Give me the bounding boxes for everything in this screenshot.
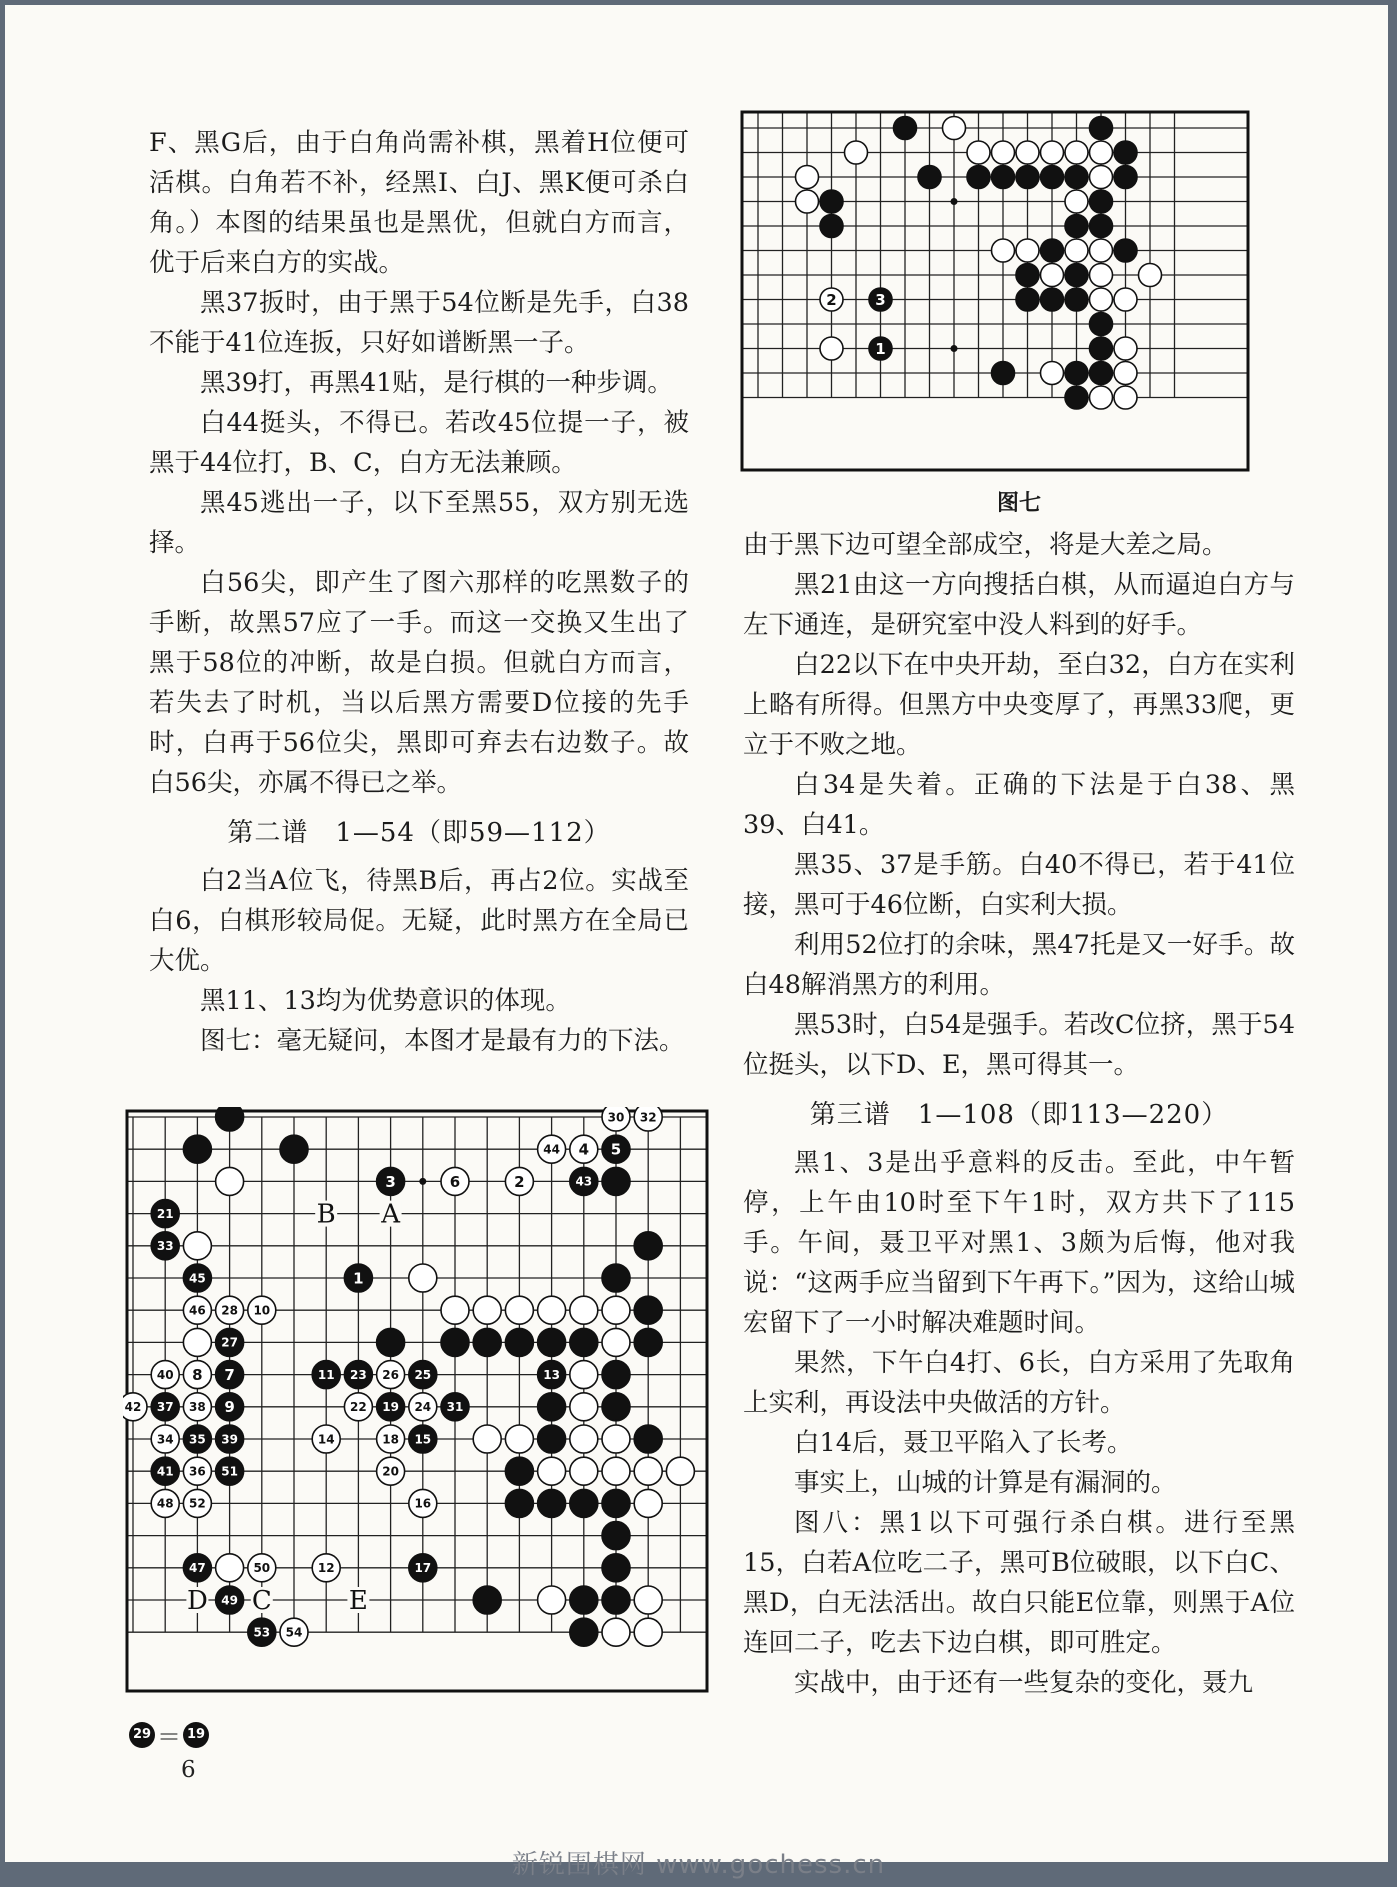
black-stone [602,1522,630,1550]
move-number: 51 [221,1464,238,1479]
black-stone [820,190,843,213]
black-stone [1041,288,1064,311]
move-number: 50 [253,1561,271,1576]
move-number: 4 [578,1140,590,1159]
white-stone [183,1328,211,1356]
white-stone [943,117,966,140]
move-number: 42 [124,1400,142,1415]
move-number: 38 [189,1400,206,1415]
paragraph: 实战中，由于还有一些复杂的变化，聂九 [794,1668,1254,1698]
move-number: 37 [156,1400,174,1415]
white-stone [216,1167,244,1195]
move-number: 9 [224,1398,235,1417]
paragraph: 图八：黑1以下可强行杀白棋。进行至黑15，白若A位吃二子，黑可B位破眼，以下白C、黑D，白无法活出。故白只能E位靠，则黑于A位连回二子，吃去下边白棋，即可胜定。 [743,1508,1295,1658]
left-text-column [149,123,689,1061]
white-stone [602,1425,630,1453]
right-text-column [743,525,1295,1703]
move-number: 6 [449,1172,461,1191]
move-number: 44 [543,1142,560,1157]
paragraph: 黑45逃出一子，以下至黑55，双方别无选择。 [149,488,689,558]
paragraph: 利用52位打的余味，黑47托是又一好手。故白48解消黑方的利用。 [743,930,1295,1000]
move-number: 33 [156,1239,174,1254]
game-record-board [123,1107,713,1695]
black-stone [570,1586,598,1614]
white-stone [538,1296,566,1324]
black-stone [538,1425,566,1453]
white-stone [1090,239,1113,262]
move-number: 20 [382,1464,399,1479]
move-number: 10 [253,1303,271,1318]
black-stone [1065,386,1088,409]
move-number: 53 [253,1625,271,1640]
white-stone [538,1586,566,1614]
black-stone [1065,264,1088,287]
move-number: 15 [414,1432,432,1447]
section-heading: 第三谱 1—108（即113—220） [809,1100,1229,1130]
star-point [419,1178,426,1185]
paragraph: 由于黑下边可望全部成空，将是大差之局。 [743,530,1228,560]
move-number: 16 [414,1496,432,1511]
white-stone [967,141,990,164]
move-number: 3 [875,290,886,309]
paragraph: F、黑G后，由于白角尚需补棋，黑着H位便可活棋。白角若不补，经黑I、白J、黑K便可杀白角。）本图的结果虽也是黑优，但就白方而言，优于后来白方的实战。 [149,128,689,278]
black-stone [183,1135,211,1163]
page-number: 6 [181,1757,196,1783]
watermark-footer: 新锐围棋网 www.gochess.cn [511,1850,886,1880]
black-stone [1090,215,1113,238]
paragraph: 白14后，聂卫平陷入了长考。 [794,1428,1133,1458]
paragraph: 白2当A位飞，待黑B后，再占2位。实战至白6，白棋形较局促。无疑，此时黑方在全局已大优。 [149,866,689,976]
move-number: 25 [414,1367,432,1382]
move-number: 34 [156,1432,174,1447]
move-number: 35 [189,1432,206,1447]
figure-7-board [738,108,1260,476]
black-stone [602,1167,630,1195]
paragraph: 白44挺头，不得已。若改45位提一子，被黑于44位打，B、C，白方无法兼顾。 [149,408,689,478]
black-stone [1041,239,1064,262]
white-stone [441,1296,469,1324]
black-stone [473,1586,501,1614]
black-stone [1090,190,1113,213]
white-stone [473,1296,501,1324]
black-stone [441,1328,469,1356]
white-stone [796,166,819,189]
white-stone [634,1586,662,1614]
paragraph: 黑11、13均为优势意识的体现。 [200,986,571,1016]
move-number: 32 [639,1110,657,1125]
black-stone [1016,166,1039,189]
paragraph: 黑53时，白54是强手。若改C位挤，黑于54位挺头，以下D、E，黑可得其一。 [743,1010,1295,1080]
white-stone [602,1328,630,1356]
move-number: 2 [514,1172,525,1191]
black-stone [1090,313,1113,336]
white-stone [1016,141,1039,164]
black-stone [820,215,843,238]
white-stone [1065,239,1088,262]
black-stone [634,1425,662,1453]
move-number: 30 [607,1110,625,1125]
white-stone [634,1618,662,1646]
black-stone [505,1489,533,1517]
black-stone [634,1296,662,1324]
move-number: 54 [285,1625,303,1640]
move-number: 49 [221,1593,238,1608]
black-stone [538,1489,566,1517]
black-stone [1065,362,1088,385]
black-stone [1114,239,1137,262]
paragraph: 黑39打，再黑41贴，是行棋的一种步调。 [200,368,673,398]
move-equivalence-note [129,1717,209,1752]
black-stone [967,166,990,189]
move-number: 24 [414,1400,432,1415]
black-stone [634,1232,662,1260]
black-stone [1016,288,1039,311]
white-stone [1090,141,1113,164]
white-stone [1090,166,1113,189]
black-stone [602,1361,630,1389]
board-letter-label: C [251,1586,272,1616]
white-stone [602,1618,630,1646]
paragraph: 黑21由这一方向搜括白棋，从而逼迫白方与左下通连，是研究室中没人料到的好手。 [743,570,1295,640]
white-stone [796,190,819,213]
white-stone [820,337,843,360]
white-stone [183,1232,211,1260]
white-stone [1090,288,1113,311]
move-number: 13 [543,1367,560,1382]
black-stone [602,1586,630,1614]
white-stone [570,1296,598,1324]
move-number: 19 [382,1400,399,1415]
white-stone [505,1296,533,1324]
black-stone [602,1554,630,1582]
black-stone [1090,362,1113,385]
black-stone [216,1107,244,1131]
black-stone [918,166,941,189]
move-number: 14 [317,1432,335,1447]
black-stone [602,1393,630,1421]
move-number: 22 [350,1400,367,1415]
equals-sign: ＝ [157,1723,181,1751]
move-number: 45 [189,1271,206,1286]
white-stone [216,1554,244,1582]
black-stone [377,1328,405,1356]
board-letter-label: A [381,1199,400,1230]
move-number: 12 [317,1561,335,1576]
move-number: 17 [414,1561,432,1576]
white-stone [1090,264,1113,287]
black-stone-label: 19 [183,1722,209,1748]
white-stone [538,1457,566,1485]
figure-caption: 图七 [996,490,1041,516]
paragraph: 图七：毫无疑问，本图才是最有力的下法。 [200,1026,685,1056]
move-number: 43 [575,1174,593,1189]
move-number: 41 [156,1464,174,1479]
move-number: 2 [826,290,837,309]
black-stone [1065,166,1088,189]
white-stone [634,1489,662,1517]
black-stone [634,1328,662,1356]
paragraph: 果然，下午白4打、6长，白方采用了先取角上实利，再设法中央做活的方针。 [743,1348,1295,1418]
white-stone [602,1457,630,1485]
white-stone [1041,362,1064,385]
board-letter-label: B [316,1199,336,1230]
paragraph: 黑35、37是手筋。白40不得已，若于41位接，黑可于46位断，白实利大损。 [743,850,1295,920]
paragraph: 白34是失着。正确的下法是于白38、黑39、白41。 [743,770,1295,840]
white-stone [1114,362,1137,385]
black-stone [570,1618,598,1646]
black-stone [538,1393,566,1421]
white-stone [634,1457,662,1485]
move-number: 7 [224,1366,235,1384]
move-number: 18 [382,1432,399,1447]
move-number: 40 [156,1367,174,1382]
white-stone [666,1457,694,1485]
white-stone [992,141,1015,164]
black-stone [538,1328,566,1356]
move-number: 8 [192,1366,203,1384]
move-number: 27 [221,1335,238,1350]
board-letter-label: E [348,1586,368,1616]
move-number: 47 [189,1561,206,1576]
black-stone [1090,337,1113,360]
white-stone [1041,264,1064,287]
black-stone [602,1264,630,1292]
paragraph: 事实上，山城的计算是有漏洞的。 [794,1468,1177,1498]
paragraph: 黑1、3是出乎意料的反击。至此，中午暂停，上午由10时至下午1时，双方共下了115手。午间，聂卫平对黑1、3颇为后悔，他对我说：“这两手应当留到下午再下。”因为，这给山城宏留下了一小时解决难题时间。 [743,1148,1295,1338]
black-stone [1114,166,1137,189]
black-stone [992,362,1015,385]
white-stone [845,141,868,164]
move-number: 23 [350,1367,367,1382]
move-number: 26 [382,1367,399,1382]
white-stone [1114,337,1137,360]
black-stone [1041,166,1064,189]
move-number: 3 [385,1172,396,1191]
black-stone [1090,117,1113,140]
white-stone [473,1425,501,1453]
book-page [5,5,1388,1862]
black-stone [602,1489,630,1517]
move-number: 39 [221,1432,238,1447]
move-number: 21 [156,1206,174,1221]
move-number: 31 [446,1400,464,1415]
black-stone [1065,288,1088,311]
black-stone [505,1457,533,1485]
move-number: 1 [353,1269,364,1288]
section-heading: 第二谱 1—54（即59—112） [227,818,611,848]
white-stone [1041,141,1064,164]
black-stone [280,1135,308,1163]
black-stone [1016,264,1039,287]
move-number: 11 [317,1367,335,1382]
black-stone [992,166,1015,189]
white-stone [602,1296,630,1324]
star-point [951,345,958,352]
board-frame [742,112,1248,470]
board-letter-label: D [186,1586,208,1616]
move-number: 1 [875,339,886,358]
black-stone [505,1328,533,1356]
move-number: 46 [189,1303,206,1318]
move-number: 48 [156,1496,174,1511]
white-stone [1139,264,1162,287]
white-stone [1090,386,1113,409]
move-number: 36 [189,1464,206,1479]
white-stone [1065,141,1088,164]
black-stone [1114,141,1137,164]
white-stone [570,1457,598,1485]
black-stone [570,1489,598,1517]
white-stone [1016,239,1039,262]
white-stone [1114,386,1137,409]
white-stone [1065,190,1088,213]
paragraph: 白56尖，即产生了图六那样的吃黑数子的手断，故黑57应了一手。而这一交换又生出了黑于58位的冲断，故是白损。但就白方而言，若失去了时机，当以后黑方需要D位接的先手时，白再于56位尖，黑即可弃去右边数子。故白56尖，亦属不得已之举。 [149,568,689,798]
move-number: 5 [610,1140,622,1159]
black-stone [1065,215,1088,238]
star-point [951,198,958,205]
black-stone [570,1328,598,1356]
paragraph: 白22以下在中央开劫，至白32，白方在实利上略有所得。但黑方中央变厚了，再黑33爬，更立于不败之地。 [743,650,1295,760]
white-stone [505,1425,533,1453]
black-stone-label: 29 [129,1722,155,1748]
white-stone [1114,288,1137,311]
white-stone [409,1264,437,1292]
black-stone [894,117,917,140]
move-number: 52 [189,1496,206,1511]
white-stone [570,1361,598,1389]
white-stone [570,1425,598,1453]
white-stone [570,1393,598,1421]
white-stone [992,239,1015,262]
black-stone [473,1328,501,1356]
paragraph: 黑37扳时，由于黑于54位断是先手，白38不能于41位连扳，只好如谱断黑一子。 [149,288,689,358]
move-number: 28 [221,1303,238,1318]
